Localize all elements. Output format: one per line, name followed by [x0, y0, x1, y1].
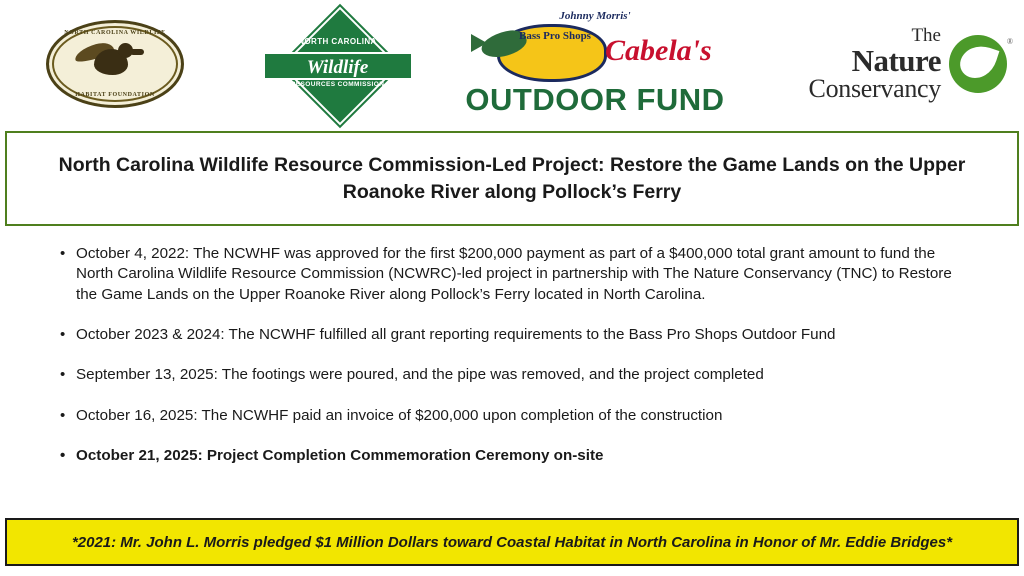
logo-cell-tnc — [745, 0, 1024, 128]
bullet-marker-icon: • — [60, 326, 66, 344]
tnc-the-text: The — [911, 25, 941, 46]
duck-bill-icon — [130, 49, 144, 55]
johnny-morris-text: Johnny Morris' — [559, 10, 631, 22]
bass-pro-shops-text: Bass Pro Shops — [519, 30, 591, 42]
tnc-wordmark — [757, 26, 941, 102]
tnc-leaf-globe-icon — [949, 35, 1013, 93]
list-item — [60, 365, 970, 385]
bullet-marker-icon: • — [60, 406, 66, 424]
tnc-nature-text: Nature — [851, 43, 941, 78]
list-item — [60, 325, 970, 345]
page-title: North Carolina Wildlife Resource Commission-Led Project: Restore the Game Lands on the Upper Roanoke River along Pollock’s Ferry — [58, 154, 966, 203]
list-item — [60, 244, 970, 305]
outdoor-fund-text: OUTDOOR FUND — [465, 82, 725, 117]
bullet-text: October 16, 2025: The NCWHF paid an invoice of $200,000 upon completion of the construction — [76, 406, 723, 424]
north-carolina-wildlife-habitat-foundation-logo — [46, 20, 184, 108]
ncwhf-top-text: NORTH CAROLINA WILDLIFE — [64, 30, 166, 36]
bullet-marker-icon: • — [60, 245, 66, 262]
ncwhf-emblem — [72, 43, 158, 85]
bullet-text: October 4, 2022: The NCWHF was approved for the first $200,000 payment as part of a $400,000 total grant amount to fund the North Carolina Wildlife Resource Commission (NCWRC)-led project in partnership with The Nature Conservancy (TNC) to Restore the Game Lands on the Upper Roanoke River along Pollock’s Ferry located in North Carolina. — [76, 245, 952, 303]
north-carolina-wildlife-resources-commission-logo — [265, 16, 411, 112]
logo-cell-outdoor-fund — [445, 0, 745, 128]
logo-strip — [0, 0, 1024, 128]
bullet-text: October 21, 2025: Project Completion Commemoration Ceremony on-site — [76, 447, 604, 465]
ncwhf-bottom-text: HABITAT FOUNDATION — [75, 92, 155, 98]
list-item — [60, 446, 970, 466]
ncwrc-line2: Wildlife — [306, 57, 369, 78]
title-box — [5, 131, 1019, 226]
tnc-conservancy-text: Conservancy — [808, 74, 941, 103]
bullet-list — [60, 244, 970, 487]
logo-cell-ncwhf — [0, 0, 230, 128]
logo-cell-ncwrc — [230, 0, 445, 128]
footer-banner — [5, 518, 1019, 566]
bullet-text: October 2023 & 2024: The NCWHF fulfilled all grant reporting requirements to the Bass Pro Shops Outdoor Fund — [76, 326, 836, 344]
list-item — [60, 406, 970, 426]
the-nature-conservancy-logo — [757, 25, 1013, 103]
ncwrc-line3: RESOURCES COMMISSION — [290, 81, 385, 88]
bullet-marker-icon: • — [60, 447, 66, 465]
bullet-text: September 13, 2025: The footings were poured, and the pipe was removed, and the project completed — [76, 366, 764, 384]
cabelas-text: Cabela's — [605, 34, 712, 67]
footer-text: *2021: Mr. John L. Morris pledged $1 Million Dollars toward Coastal Habitat in North Carolina in Honor of Mr. Eddie Bridges* — [71, 533, 953, 551]
bass-pro-shops-cabelas-outdoor-fund-logo — [445, 8, 745, 120]
ncwrc-line1: NORTH CAROLINA — [298, 37, 377, 46]
registered-trademark-symbol: ® — [1006, 37, 1013, 46]
bullet-marker-icon: • — [60, 366, 66, 384]
